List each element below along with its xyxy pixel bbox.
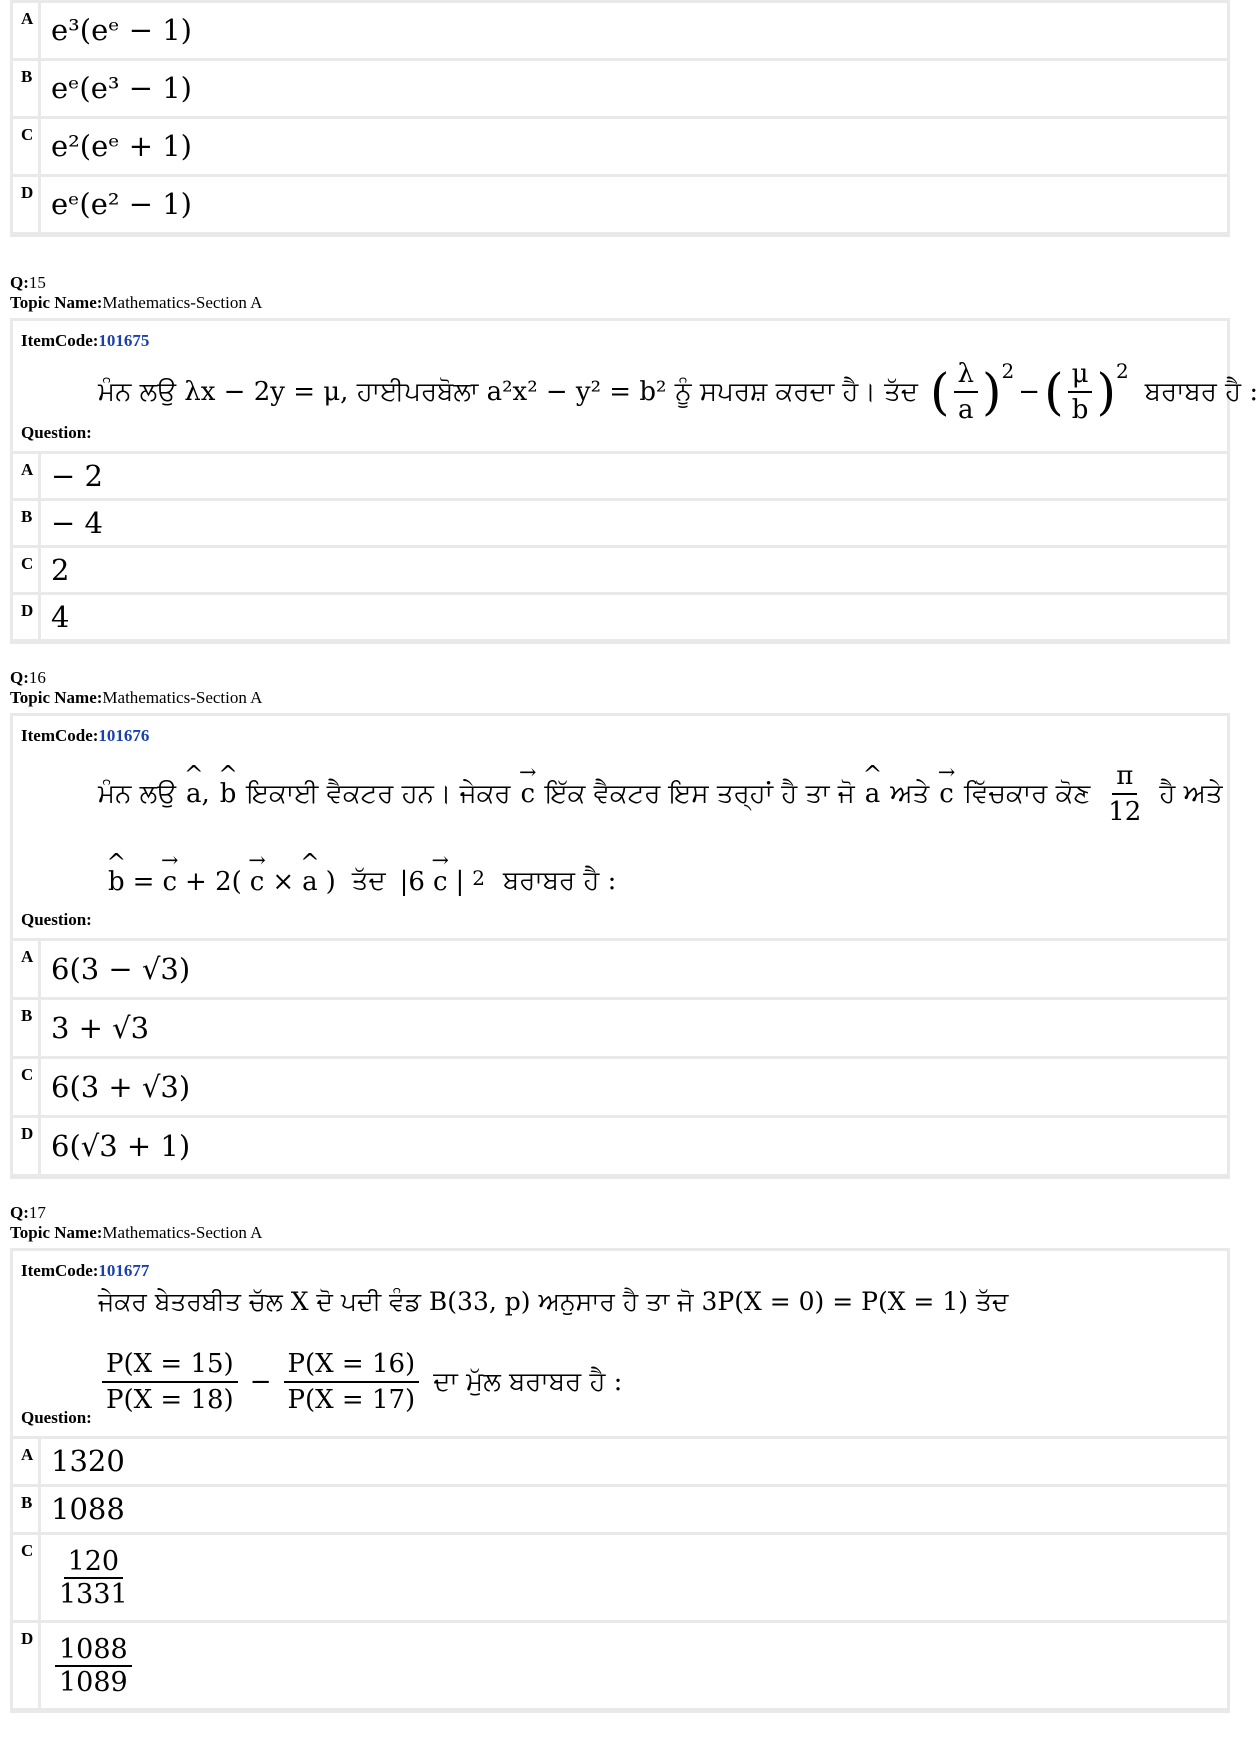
q16-option-b[interactable] [13,1000,1227,1056]
option-letter: B [13,1000,41,1056]
option-text: $\frac{120}{1331}$ [59,1545,128,1610]
option-letter: D [13,1118,41,1174]
q15-header [10,273,262,313]
q17-question-line1: ਜੇਕਰ ਬੇਤਰਬੀਤ ਚੱਲ X ਦੋ ਪਦੀ ਵੰਡ B(33, p) ਅਨੁਸਾਰ ਹੈ ਤਾ ਜੋ 3P(X = 0) = P(X = 1) ਤੱਦ [98,1287,1009,1316]
option-letter: A [13,1439,41,1484]
option-letter: B [13,1487,41,1532]
option-letter: C [13,548,41,592]
itemcode: ItemCode:101675 [13,321,1227,351]
option-text: eᵉ(e³ − 1) [51,71,192,105]
option-letter: A [13,941,41,997]
question-label: Question: [21,1408,92,1427]
itemcode-value: 101676 [98,726,150,745]
q16-card [10,713,1230,1179]
q15-option-b[interactable] [13,501,1227,545]
q15-card [10,318,1258,644]
q16-header [10,668,262,708]
option-text: 1320 [51,1444,125,1478]
q17-option-d[interactable] [13,1623,1227,1708]
option-letter: B [13,61,41,116]
q-number: 15 [28,273,46,292]
q15-question-text: ਮੰਨ ਲਉ λx − 2y = μ, ਹਾਈਪਰਬੋਲਾ a²x² − y² = b² ਨੂੰ ਸਪਰਸ਼ ਕਰਦਾ ਹੈ। ਤੱਦ ( $\frac{\lambda}{a}$ ) $^2$ − ( $\frac{\mu}{b}$ ) $^2$ ਬਰਾਬਰ ਹੈ : [98,359,1258,425]
q16-option-c[interactable] [13,1059,1227,1115]
itemcode: ItemCode:101676 [13,716,1227,746]
q17-question [13,1251,1227,1436]
itemcode-value: 101675 [98,331,150,350]
itemcode-value: 101677 [98,1261,150,1280]
topic-name: Mathematics-Section A [102,1223,263,1242]
q14-option-d[interactable] [13,177,1227,232]
option-letter: A [13,3,41,58]
q-number: 16 [28,668,46,687]
option-letter: A [13,454,41,498]
q17-header [10,1203,262,1243]
option-text: 6(3 + √3) [51,1069,191,1104]
q17-question-line2: $\frac{P(X = 15)}{P(X = 18)}$ − $\frac{P(X = 16)}{P(X = 17)}$ ਦਾ ਮੁੱਲ ਬਰਾਬਰ ਹੈ : [98,1349,622,1415]
q-label: Q: [10,668,29,687]
q16-option-d[interactable] [13,1118,1227,1174]
option-text: 2 [51,552,70,587]
q-label: Q: [10,273,29,292]
q16-question-line2: ^ b = → c + 2( → c × ^ a ) ਤੱਦ |6 → c | 2 ਬਰਾਬਰ ਹੈ : [108,866,616,897]
option-letter: D [13,177,41,232]
q14-option-b[interactable] [13,61,1227,116]
option-letter: C [13,1059,41,1115]
topic-name: Mathematics-Section A [102,688,263,707]
q14-option-a[interactable] [13,3,1227,58]
option-text: e³(eᵉ − 1) [51,13,192,47]
option-letter: B [13,501,41,545]
q16-question [13,716,1227,938]
question-label: Question: [21,423,92,442]
q15-option-d[interactable] [13,595,1227,639]
topic-name: Mathematics-Section A [102,293,263,312]
option-letter: D [13,1623,41,1708]
option-text: $\frac{1088}{1089}$ [41,1623,1227,1708]
q16-question-line1: ਮੰਨ ਲਉ ^ a , ^ b ਇਕਾਈ ਵੈਕਟਰ ਹਨ। ਜੇਕਰ → c ਇੱਕ ਵੈਕਟਰ ਇਸ ਤਰ੍ਹਾਂ ਹੈ ਤਾ ਜੋ ^ a ਅਤੇ → c ਵਿੱਚਕਾਰ ਕੋਣ $\frac{\pi}{12}$ ਹੈ ਅਤੇ [98,761,1223,827]
option-text: e²(eᵉ + 1) [51,129,192,163]
itemcode: ItemCode:101677 [13,1251,1227,1281]
option-text: 6(√3 + 1) [51,1128,191,1163]
option-text: − 4 [51,505,103,540]
q17-card [10,1248,1230,1713]
option-text: − 2 [51,458,103,493]
q15-question [13,321,1258,451]
q17-option-a[interactable] [13,1439,1227,1484]
question-label: Question: [21,910,92,929]
q17-option-c[interactable] [13,1535,1227,1620]
option-text: 3 + √3 [51,1010,150,1045]
option-text: eᵉ(e² − 1) [51,187,192,221]
q14-options-card [10,0,1230,237]
option-text: 6(3 − √3) [51,951,191,986]
q-label: Q: [10,1203,29,1222]
q16-option-a[interactable] [13,941,1227,997]
q17-option-b[interactable] [13,1487,1227,1532]
topic-label: Topic Name: [10,1223,103,1242]
topic-label: Topic Name: [10,688,103,707]
option-letter: C [13,119,41,174]
q15-option-a[interactable] [13,454,1227,498]
option-text: 4 [51,599,70,634]
q15-option-c[interactable] [13,548,1227,592]
option-letter: C [13,1535,41,1620]
topic-label: Topic Name: [10,293,103,312]
option-letter: D [13,595,41,639]
option-text: 1088 [51,1492,125,1526]
q14-option-c[interactable] [13,119,1227,174]
q-number: 17 [28,1203,46,1222]
